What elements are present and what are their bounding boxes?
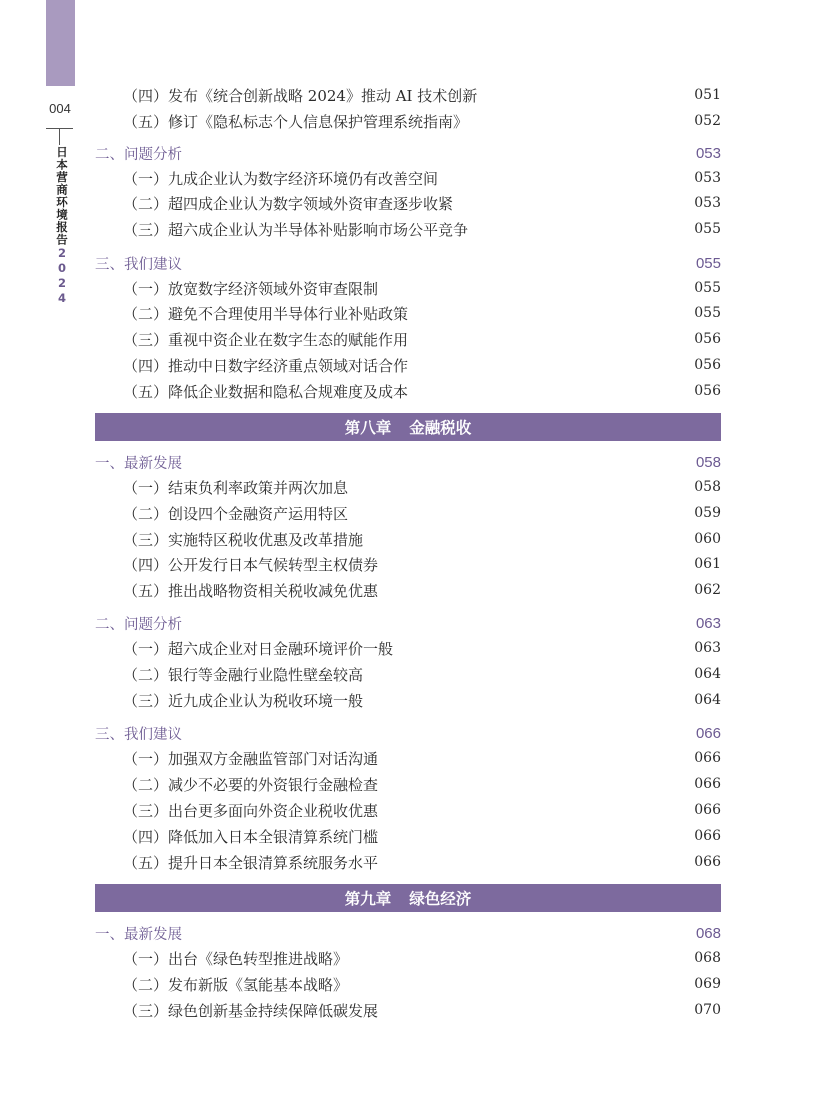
toc-entry-page: 055 — [694, 221, 721, 237]
chapter-number: 第八章 — [344, 419, 392, 437]
toc-entry-page: 055 — [694, 280, 721, 296]
toc-entry-title: （二）创设四个金融资产运用特区 — [123, 504, 349, 523]
toc-subsection-entry[interactable] — [95, 380, 721, 402]
toc-entry-title: 二、问题分析 — [95, 616, 182, 633]
toc-subsection-entry[interactable] — [95, 354, 721, 376]
toc-entry-title: （二）超四成企业认为数字领域外资审查逐步收紧 — [123, 194, 454, 213]
toc-entry-title: （一）加强双方金融监管部门对话沟通 — [123, 749, 379, 768]
toc-entry-page: 066 — [694, 828, 721, 844]
toc-subsection-entry[interactable] — [95, 502, 721, 524]
chapter-header — [95, 884, 721, 912]
toc-subsection-entry[interactable] — [95, 192, 721, 214]
toc-entry-page: 053 — [695, 144, 721, 162]
toc-subsection-entry[interactable] — [95, 302, 721, 324]
toc-subsection-entry[interactable] — [95, 167, 721, 189]
toc-entry-page: 061 — [694, 556, 721, 572]
toc-entry-page: 064 — [694, 666, 721, 682]
toc-entry-page: 063 — [694, 640, 721, 656]
toc-subsection-entry[interactable] — [95, 689, 721, 711]
toc-entry-page: 069 — [694, 976, 721, 992]
toc-subsection-entry[interactable] — [95, 973, 721, 995]
toc-entry-title: （五）修订《隐私标志个人信息保护管理系统指南》 — [123, 112, 469, 131]
toc-entry-title: （三）重视中资企业在数字生态的赋能作用 — [123, 330, 409, 349]
toc-entry-title: （二）银行等金融行业隐性壁垒较高 — [123, 665, 364, 684]
toc-entry-page: 058 — [695, 453, 721, 471]
toc-entry-page: 052 — [694, 113, 721, 129]
toc-subsection-entry[interactable] — [95, 637, 721, 659]
toc-subsection-entry[interactable] — [95, 773, 721, 795]
toc-entry-page: 066 — [694, 776, 721, 792]
toc-subsection-entry[interactable] — [95, 825, 721, 847]
toc-entry-page: 055 — [695, 254, 721, 272]
toc-entry-title: （三）绿色创新基金持续保障低碳发展 — [123, 1001, 379, 1020]
toc-entry-page: 063 — [695, 614, 721, 632]
toc-entry-title: （五）推出战略物资相关税收减免优惠 — [123, 581, 379, 600]
side-vertical-rule — [59, 129, 60, 145]
toc-section-entry[interactable] — [95, 252, 721, 274]
toc-entry-title: （二）发布新版《氢能基本战略》 — [123, 975, 349, 994]
toc-section-entry[interactable] — [95, 451, 721, 473]
toc-entry-title: （三）出台更多面向外资企业税收优惠 — [123, 801, 379, 820]
toc-entry-page: 051 — [694, 87, 721, 103]
toc-entry-title: （五）降低企业数据和隐私合规难度及成本 — [123, 382, 409, 401]
toc-section-entry[interactable] — [95, 722, 721, 744]
toc-subsection-entry[interactable] — [95, 328, 721, 350]
toc-subsection-entry[interactable] — [95, 799, 721, 821]
toc-entry-page: 059 — [694, 505, 721, 521]
toc-entry-page: 068 — [695, 924, 721, 942]
toc-entry-title: 一、最新发展 — [95, 926, 182, 943]
toc-entry-title: （五）提升日本全银清算系统服务水平 — [123, 853, 379, 872]
toc-entry-page: 062 — [694, 582, 721, 598]
toc-entry-title: （一）超六成企业对日金融环境评价一般 — [123, 639, 394, 658]
toc-entry-title: （二）避免不合理使用半导体行业补贴政策 — [123, 304, 409, 323]
chapter-title: 绿色经济 — [409, 890, 472, 908]
toc-subsection-entry[interactable] — [95, 553, 721, 575]
running-title-year: 2024 — [55, 246, 69, 306]
toc-entry-page: 068 — [694, 950, 721, 966]
toc-entry-title: （四）降低加入日本全银清算系统门槛 — [123, 827, 379, 846]
chapter-header — [95, 413, 721, 441]
toc-subsection-entry[interactable] — [95, 476, 721, 498]
toc-subsection-entry[interactable] — [95, 947, 721, 969]
toc-entry-title: 三、我们建议 — [95, 726, 182, 743]
toc-entry-page: 053 — [694, 170, 721, 186]
toc-entry-page: 056 — [694, 383, 721, 399]
page-number: 004 — [49, 101, 71, 116]
toc-entry-page: 064 — [694, 692, 721, 708]
toc-subsection-entry[interactable] — [95, 747, 721, 769]
toc-entry-page: 066 — [694, 854, 721, 870]
toc-subsection-entry[interactable] — [95, 851, 721, 873]
side-color-block — [46, 0, 75, 86]
toc-subsection-entry[interactable] — [95, 579, 721, 601]
toc-entry-title: 一、最新发展 — [95, 455, 182, 472]
toc-entry-page: 066 — [694, 802, 721, 818]
toc-entry-page: 053 — [694, 195, 721, 211]
toc-subsection-entry[interactable] — [95, 663, 721, 685]
toc-section-entry[interactable] — [95, 142, 721, 164]
toc-entry-page: 056 — [694, 357, 721, 373]
running-title — [50, 146, 70, 306]
toc-subsection-entry[interactable] — [95, 218, 721, 240]
toc-entry-page: 056 — [694, 331, 721, 347]
toc-entry-title: （四）推动中日数字经济重点领域对话合作 — [123, 356, 409, 375]
chapter-number: 第九章 — [344, 890, 392, 908]
toc-entry-page: 070 — [694, 1002, 721, 1018]
toc-entry-title: 二、问题分析 — [95, 146, 182, 163]
toc-subsection-entry[interactable] — [95, 528, 721, 550]
toc-entry-title: （一）出台《绿色转型推进战略》 — [123, 949, 349, 968]
toc-entry-title: （四）公开发行日本气候转型主权债券 — [123, 555, 379, 574]
toc-entry-title: 三、我们建议 — [95, 256, 182, 273]
toc-entry-page: 058 — [694, 479, 721, 495]
toc-subsection-entry[interactable] — [95, 84, 721, 106]
toc-entry-page: 066 — [695, 724, 721, 742]
running-title-text: 日本营商环境报告 — [55, 146, 69, 246]
toc-entry-title: （三）近九成企业认为税收环境一般 — [123, 691, 364, 710]
toc-entry-title: （四）发布《统合创新战略 2024》推动 AI 技术创新 — [123, 86, 478, 105]
toc-entry-title: （三）超六成企业认为半导体补贴影响市场公平竞争 — [123, 220, 469, 239]
toc-section-entry[interactable] — [95, 922, 721, 944]
toc-entry-title: （一）九成企业认为数字经济环境仍有改善空间 — [123, 169, 439, 188]
toc-entry-title: （三）实施特区税收优惠及改革措施 — [123, 530, 364, 549]
toc-entry-page: 060 — [694, 531, 721, 547]
toc-entry-title: （一）放宽数字经济领域外资审查限制 — [123, 279, 379, 298]
toc-subsection-entry[interactable] — [95, 999, 721, 1021]
toc-section-entry[interactable] — [95, 612, 721, 634]
toc-subsection-entry[interactable] — [95, 110, 721, 132]
toc-entry-page: 055 — [694, 305, 721, 321]
toc-entry-title: （二）减少不必要的外资银行金融检查 — [123, 775, 379, 794]
toc-entry-page: 066 — [694, 750, 721, 766]
toc-subsection-entry[interactable] — [95, 277, 721, 299]
toc-entry-title: （一）结束负利率政策并两次加息 — [123, 478, 349, 497]
chapter-title: 金融税收 — [409, 419, 472, 437]
